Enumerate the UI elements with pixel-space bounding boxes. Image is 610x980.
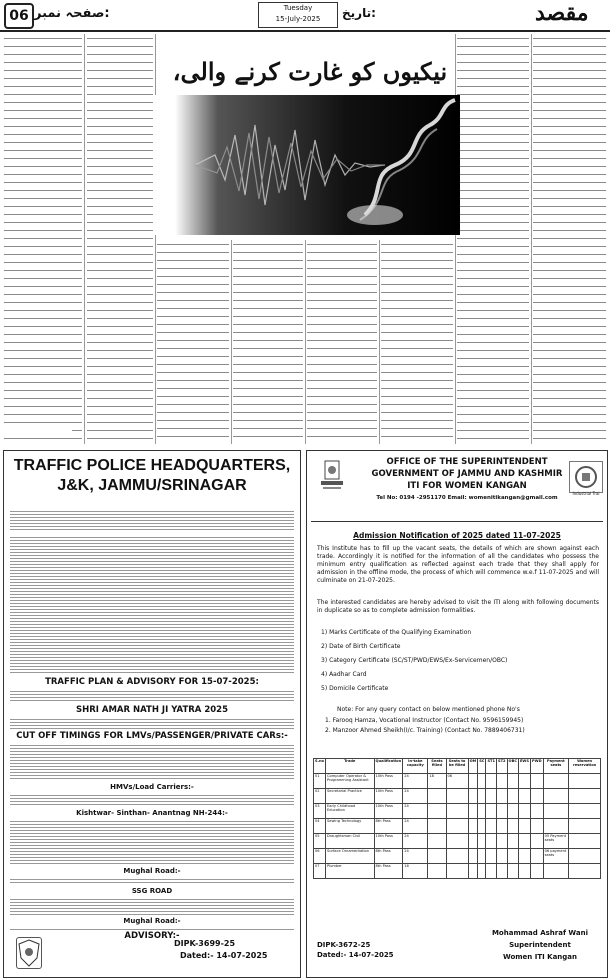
document-item: 4) Aadhar Card <box>321 671 367 678</box>
table-cell <box>446 789 468 804</box>
table-cell: 07 <box>314 864 326 879</box>
page-header <box>0 0 610 32</box>
table-cell <box>530 804 543 819</box>
table-cell: 8th Pass <box>374 864 403 879</box>
table-cell <box>478 819 486 834</box>
table-cell: 01 <box>314 774 326 789</box>
article-column-3 <box>157 240 229 444</box>
table-cell <box>486 864 497 879</box>
article-column-6 <box>381 240 453 444</box>
article-column-2 <box>87 34 153 444</box>
table-cell: 16 <box>403 864 428 879</box>
traffic-ad-subtitle: J&K, JAMMU/SRINAGAR <box>57 477 247 494</box>
table-cell <box>543 819 569 834</box>
table-header-row <box>314 759 601 774</box>
table-cell <box>468 789 478 804</box>
table-cell <box>428 804 446 819</box>
signatory-name: Mohammad Ashraf Wani <box>491 929 589 937</box>
table-header-cell: Payment seats <box>543 759 569 774</box>
table-header-cell: Trade <box>325 759 374 774</box>
table-header-cell: ST1 <box>486 759 497 774</box>
date-text: 15-July-2025 <box>275 15 321 23</box>
table-cell <box>496 819 507 834</box>
table-cell <box>569 864 601 879</box>
contact-person: 2. Manzoor Ahmed Sheikh(I/c. Training) (Contact No. 7889406731) <box>325 727 525 734</box>
table-cell <box>518 789 530 804</box>
table-cell <box>507 849 518 864</box>
table-cell: 24 <box>403 819 428 834</box>
table-cell <box>518 849 530 864</box>
article-column-4 <box>233 240 303 444</box>
article-column-8 <box>533 34 606 444</box>
date-label: تاریخ: <box>342 6 376 20</box>
table-cell: 24 <box>403 774 428 789</box>
table-cell: 10th Pass <box>374 834 403 849</box>
day-text: Tuesday <box>283 4 313 12</box>
table-cell <box>428 789 446 804</box>
signatory-title: Superintendent <box>509 941 571 949</box>
table-cell <box>569 834 601 849</box>
table-cell <box>507 834 518 849</box>
admission-notification-title: Admission Notification of 2025 dated 11-07-2025 <box>353 531 561 540</box>
traffic-dipk-number: DIPK-3699-25 <box>174 939 236 948</box>
table-header-cell: SC <box>478 759 486 774</box>
table-cell <box>530 774 543 789</box>
table-cell: 24 <box>403 789 428 804</box>
table-cell: Sewing Technology <box>325 819 374 834</box>
page-number-label: صفحہ نمبر: <box>34 6 110 21</box>
advisory-heading: ADVISORY:- <box>4 931 300 941</box>
table-cell <box>496 849 507 864</box>
mughal-road-heading-2: Mughal Road:- <box>4 917 300 925</box>
table-cell: 24 <box>403 849 428 864</box>
iti-logo-caption: Industrial Trai <box>572 491 600 496</box>
table-header-cell: Seats to be filled <box>446 759 468 774</box>
documents-paragraph: The interested candidates are hereby advised to visit the ITI along with following documents in duplicate so as to complete admission formalities. <box>317 599 599 614</box>
table-cell <box>446 834 468 849</box>
table-row <box>314 774 601 789</box>
state-emblem-icon <box>317 459 347 495</box>
table-header-cell: Women reservation <box>569 759 601 774</box>
table-cell: 06 <box>314 849 326 864</box>
query-note: Note: For any query contact on below mentioned phone No's <box>337 706 520 713</box>
table-cell <box>468 864 478 879</box>
document-item: 5) Domicile Certificate <box>321 685 389 692</box>
table-cell: 02 <box>314 789 326 804</box>
table-row <box>314 864 601 879</box>
table-header-cell: Qualification <box>374 759 403 774</box>
table-cell: 24 <box>403 804 428 819</box>
document-item: 2) Date of Birth Certificate <box>321 643 401 650</box>
table-cell <box>496 834 507 849</box>
article-verse-ref <box>2 425 72 434</box>
table-row <box>314 819 601 834</box>
table-cell <box>518 804 530 819</box>
table-cell <box>543 864 569 879</box>
document-item: 1) Marks Certificate of the Qualifying Examination <box>321 629 472 636</box>
table-header-cell: In-take capacity <box>403 759 428 774</box>
contact-details: Tel No: 0194 -2951170 Email: womenitikangan@gmail.com <box>376 495 558 501</box>
table-cell <box>530 864 543 879</box>
table-cell <box>478 834 486 849</box>
table-cell: 05 Payment seats <box>543 834 569 849</box>
table-cell: 03 <box>314 804 326 819</box>
table-cell: 05 <box>314 834 326 849</box>
article-headline: نیکیوں کو غارت کرنے والی، <box>170 50 450 94</box>
government-title: GOVERNMENT OF JAMMU AND KASHMIR <box>371 469 563 479</box>
table-header-cell: EWS <box>518 759 530 774</box>
table-cell <box>530 819 543 834</box>
table-cell <box>569 819 601 834</box>
table-cell <box>486 804 497 819</box>
iti-dipk-number: DIPK-3672-25 <box>317 941 371 949</box>
table-cell <box>486 819 497 834</box>
traffic-police-advertisement <box>3 450 301 978</box>
table-header-cell: S.no <box>314 759 326 774</box>
table-cell <box>478 789 486 804</box>
table-cell <box>428 819 446 834</box>
page-number: 06 <box>4 3 34 29</box>
iti-logo-icon <box>569 461 603 493</box>
table-header-cell: Seats filled <box>428 759 446 774</box>
table-cell <box>569 789 601 804</box>
table-cell <box>428 849 446 864</box>
table-cell: Computer Operator & Programming Assistant <box>325 774 374 789</box>
table-header-cell: OM <box>468 759 478 774</box>
table-header-cell: PWD <box>530 759 543 774</box>
table-cell <box>428 864 446 879</box>
article-illustration <box>155 95 460 235</box>
hmv-heading: HMVs/Load Carriers:- <box>4 783 300 791</box>
document-item: 3) Category Certificate (SC/ST/PWD/EWS/Ex-Servicemen/OBC) <box>321 657 508 664</box>
table-cell <box>486 774 497 789</box>
table-cell <box>569 774 601 789</box>
cutoff-heading: CUT OFF TIMINGS FOR LMVs/PASSENGER/PRIVATE CARs:- <box>4 731 300 741</box>
table-cell: 8th Pass <box>374 819 403 834</box>
table-cell <box>446 864 468 879</box>
iti-dated: Dated:- 14-07-2025 <box>317 951 394 959</box>
traffic-dated: Dated:- 14-07-2025 <box>180 951 268 960</box>
table-cell: Secretarial Practice <box>325 789 374 804</box>
table-cell <box>518 774 530 789</box>
traffic-ad-title: TRAFFIC POLICE HEADQUARTERS, <box>13 457 291 474</box>
table-cell: Surface Ornamentation <box>325 849 374 864</box>
table-row <box>314 804 601 819</box>
table-cell <box>446 804 468 819</box>
mughal-road-heading: Mughal Road:- <box>4 867 300 875</box>
table-cell <box>478 849 486 864</box>
date-box <box>258 2 338 28</box>
table-row <box>314 789 601 804</box>
table-cell <box>446 849 468 864</box>
table-cell <box>530 834 543 849</box>
kishtwar-heading: Kishtwar- Sinthan- Anantnag NH-244:- <box>4 809 300 817</box>
signatory-institute: Women ITI Kangan <box>502 953 577 961</box>
table-cell: 10th Pass <box>374 789 403 804</box>
admission-paragraph: This Institute has to fill up the vacant seats, the details of which are shown against each trade. Accordingly it is notified for the information of all the candidates who possess the minimum entry qualification as reflected against each trade that they shall apply for admission in the offline mode, the process of which will commence w.e.f 11-07-2025 and will culminate on 21-07-2025. <box>317 545 599 584</box>
table-cell <box>518 834 530 849</box>
table-cell <box>486 849 497 864</box>
table-cell <box>530 789 543 804</box>
table-cell <box>507 774 518 789</box>
table-cell <box>496 774 507 789</box>
table-cell <box>543 774 569 789</box>
table-cell <box>530 849 543 864</box>
table-cell <box>486 834 497 849</box>
table-cell <box>468 834 478 849</box>
table-row <box>314 834 601 849</box>
article-column-7 <box>457 34 529 444</box>
masthead-logo: مقصد <box>535 0 589 26</box>
table-cell <box>518 819 530 834</box>
table-cell: 06 payment seats <box>543 849 569 864</box>
table-cell <box>468 804 478 819</box>
table-row <box>314 849 601 864</box>
table-cell: Early Childhood Education <box>325 804 374 819</box>
table-cell: 24 <box>403 834 428 849</box>
table-cell: 8th Pass <box>374 849 403 864</box>
article-column-5 <box>307 240 377 444</box>
table-cell <box>478 864 486 879</box>
article-column-1 <box>4 34 82 444</box>
table-cell: 10th Pass <box>374 804 403 819</box>
table-cell: Plumber <box>325 864 374 879</box>
table-cell <box>468 774 478 789</box>
table-cell <box>478 774 486 789</box>
iti-title: ITI FOR WOMEN KANGAN <box>407 481 527 491</box>
trades-table <box>313 758 601 879</box>
table-cell <box>507 864 518 879</box>
office-title: OFFICE OF THE SUPERINTENDENT <box>386 457 548 467</box>
yatra-heading: SHRI AMAR NATH JI YATRA 2025 <box>4 705 300 715</box>
table-cell <box>468 849 478 864</box>
table-cell <box>496 804 507 819</box>
table-cell: 10th Pass <box>374 774 403 789</box>
table-cell: 06 <box>446 774 468 789</box>
table-cell <box>496 789 507 804</box>
table-cell <box>507 804 518 819</box>
table-cell <box>496 864 507 879</box>
contact-person: 1. Farooq Hamza, Vocational Instructor (Contact No. 9596159945) <box>325 717 524 724</box>
table-cell <box>468 819 478 834</box>
table-cell: 04 <box>314 819 326 834</box>
traffic-plan-heading: TRAFFIC PLAN & ADVISORY FOR 15-07-2025: <box>4 677 300 687</box>
table-header-cell: ST2 <box>496 759 507 774</box>
ssg-road-heading: SSG ROAD <box>4 887 300 895</box>
table-cell <box>518 864 530 879</box>
table-cell <box>428 834 446 849</box>
table-cell <box>569 849 601 864</box>
iti-admission-advertisement <box>306 450 608 978</box>
table-cell <box>507 819 518 834</box>
table-cell <box>486 789 497 804</box>
table-cell: Draughtsman Civil <box>325 834 374 849</box>
table-cell <box>507 789 518 804</box>
table-cell <box>543 789 569 804</box>
table-cell <box>569 804 601 819</box>
table-cell: 18 <box>428 774 446 789</box>
police-emblem-icon <box>16 937 42 969</box>
table-header-cell: OBC <box>507 759 518 774</box>
table-cell <box>543 804 569 819</box>
table-cell <box>446 819 468 834</box>
table-cell <box>478 804 486 819</box>
